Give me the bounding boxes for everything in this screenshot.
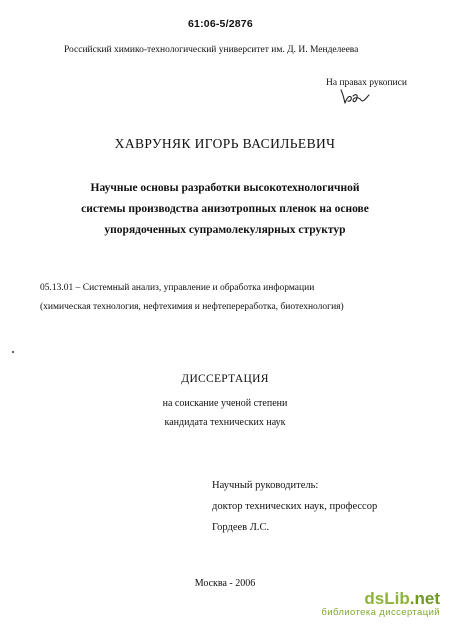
watermark-logo-main: dsLib <box>364 589 410 608</box>
specialty-code-line: 05.13.01 – Системный анализ, управление и обработка информации <box>40 283 315 293</box>
title-line: Научные основы разработки высокотехнологичной <box>90 182 360 194</box>
degree-block <box>0 394 450 432</box>
scan-speck <box>12 351 14 353</box>
city-year: Москва - 2006 <box>194 578 256 589</box>
dslib-watermark <box>321 590 440 618</box>
specialty-fields-line: (химическая технология, нефтехимия и нефтепереработка, биотехнология) <box>40 302 344 312</box>
document-type-heading: ДИССЕРТАЦИЯ <box>181 373 269 385</box>
watermark-logo-tld: .net <box>409 589 440 608</box>
watermark-tagline: библиотека диссертаций <box>321 607 440 618</box>
degree-line: на соискание ученой степени <box>162 398 288 409</box>
dissertation-title <box>0 178 450 241</box>
specialty-block <box>40 279 344 317</box>
author-name: ХАВРУНЯК ИГОРЬ ВАСИЛЬЕВИЧ <box>114 136 336 151</box>
advisor-name: Гордеев Л.С. <box>212 522 270 533</box>
university-name: Российский химико-технологический университет им. Д. И. Менделеева <box>64 45 359 55</box>
handwritten-signature <box>338 86 372 106</box>
title-line: системы производства анизотропных пленок на основе <box>81 203 369 215</box>
manuscript-rights-note: На правах рукописи <box>326 78 407 88</box>
advisor-block <box>212 475 377 538</box>
title-line: упорядоченных супрамолекулярных структур <box>104 224 346 236</box>
advisor-label: Научный руководитель: <box>212 480 319 491</box>
degree-line: кандидата технических наук <box>164 417 286 428</box>
archive-code: 61:06-5/2876 <box>188 18 253 30</box>
advisor-degree: доктор технических наук, профессор <box>212 501 378 512</box>
watermark-logo <box>321 590 440 607</box>
